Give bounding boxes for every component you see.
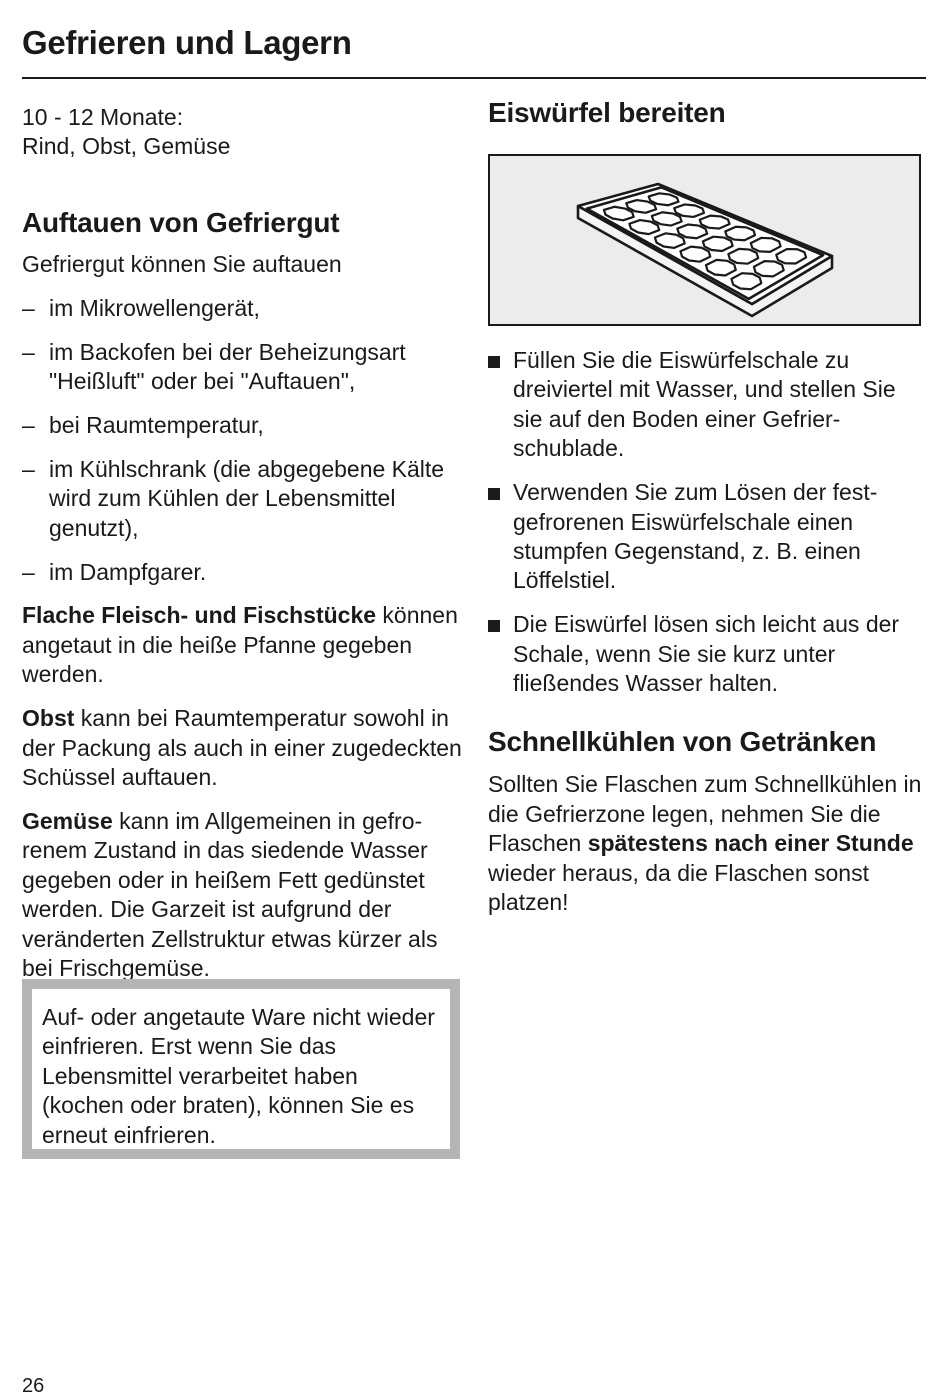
page-number: 26 xyxy=(22,1375,45,1397)
quick-cool-heading: Schnellkühlen von Getränken xyxy=(488,726,877,758)
list-item-text: im Kühlschrank (die abgegebene Kälte wird zum Kühlen der Lebensmittel genutzt), xyxy=(49,455,445,541)
list-item xyxy=(22,455,462,543)
list-item xyxy=(488,610,928,698)
fleisch-text: können angetaut in die heiße Pfanne gegeben werden. xyxy=(22,602,458,688)
list-item-text: im Dampfgarer. xyxy=(49,558,207,585)
obst-paragraph xyxy=(22,704,462,792)
ice-cube-tray-icon xyxy=(490,156,919,324)
quick-cool-emphasis: spätestens nach einer Stunde xyxy=(587,830,914,857)
storage-duration xyxy=(22,103,462,162)
quick-cool-text-1: Sollten Sie Flaschen zum Schnellkühlen in die Gefrierzone legen, nehmen Sie die Flaschen xyxy=(488,771,922,857)
thaw-heading: Auftauen von Gefriergut xyxy=(22,206,340,238)
storage-duration-label: 10 - 12 Monate: xyxy=(22,104,184,130)
list-item-text: Die Eiswürfel lösen sich leicht aus der Schale, wenn Sie sie kurz unter fließendes Wasser halten. xyxy=(513,611,900,697)
fleisch-paragraph xyxy=(22,601,462,689)
quick-cool-paragraph xyxy=(488,770,928,917)
thaw-methods-list xyxy=(22,294,462,587)
gemuese-term: Gemüse xyxy=(22,807,113,834)
right-column xyxy=(488,97,928,918)
square-bullet-icon xyxy=(488,356,500,368)
dash-bullet: – xyxy=(22,338,35,365)
list-item xyxy=(488,478,928,596)
obst-text: kann bei Raumtemperatur sowohl in der Packung als auch in einer zugedeckten Schüssel auftauen. xyxy=(22,705,462,790)
quick-cool-text-2: wieder heraus, da die Flaschen sonst platzen! xyxy=(488,859,869,916)
warning-note-box xyxy=(22,979,460,1159)
list-item-text: Füllen Sie die Eiswürfelschale zu dreiviertel mit Wasser, und stellen Sie sie auf den Boden einer Gefrierschublade. xyxy=(513,347,896,462)
dash-bullet: – xyxy=(22,455,35,482)
list-item xyxy=(22,294,462,323)
ice-cube-tray-illustration xyxy=(488,154,921,326)
obst-term: Obst xyxy=(22,705,75,732)
list-item-text: Verwenden Sie zum Lösen der festgefrorenen Eiswürfelschale einen stumpfen Gegenstand, z. B. einen Löffelstiel. xyxy=(513,479,878,594)
page-title: Gefrieren und Lagern xyxy=(22,24,352,61)
left-column xyxy=(22,103,462,983)
dash-bullet: – xyxy=(22,294,35,321)
dash-bullet: – xyxy=(22,558,35,585)
ice-heading: Eiswürfel bereiten xyxy=(488,97,726,128)
title-rule xyxy=(22,77,926,79)
list-item xyxy=(22,558,462,587)
thaw-intro: Gefriergut können Sie auftauen xyxy=(22,250,342,277)
list-item-text: im Mikrowellengerät, xyxy=(49,294,260,321)
square-bullet-icon xyxy=(488,620,500,632)
list-item xyxy=(488,346,928,464)
list-item-text: bei Raumtemperatur, xyxy=(49,411,264,438)
warning-note-text: Auf- oder angetaute Ware nicht wieder einfrieren. Erst wenn Sie das Lebensmittel verarbeitet haben (kochen oder braten), können Sie es erneut einfrieren. xyxy=(42,1004,435,1148)
gemuese-paragraph xyxy=(22,807,462,983)
dash-bullet: – xyxy=(22,411,35,438)
fleisch-term: Flache Fleisch- und Fischstücke xyxy=(22,602,377,629)
list-item xyxy=(22,411,462,440)
square-bullet-icon xyxy=(488,488,500,500)
list-item xyxy=(22,338,462,397)
storage-duration-items: Rind, Obst, Gemüse xyxy=(22,133,231,160)
ice-steps-list xyxy=(488,346,928,698)
list-item-text: im Backofen bei der Beheizungsart "Heißluft" oder bei "Auftauen", xyxy=(49,338,406,395)
gemuese-text: kann im Allgemeinen in gefrorenem Zustand in das siedende Wasser gegeben oder in heißem Fett gedünstet werden. Die Garzeit ist aufgrund der veränderten Zellstruktur etwas kürzer als bei Frischgemüse. xyxy=(22,807,438,981)
